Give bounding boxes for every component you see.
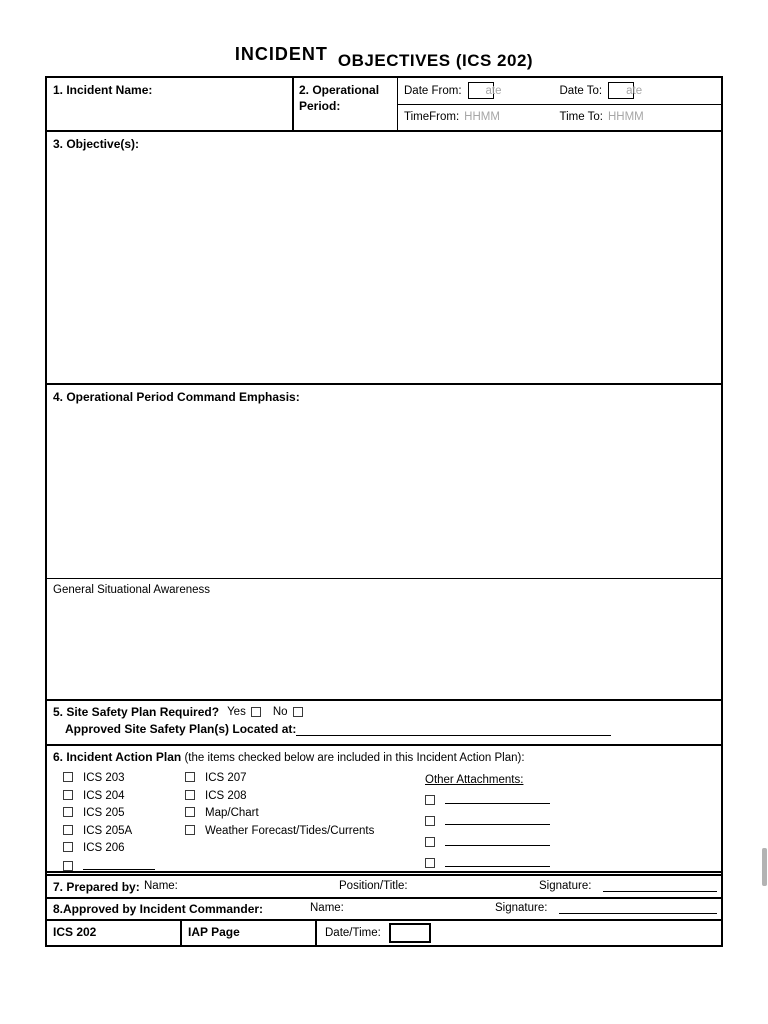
form-id-label: ICS 202 [53,925,97,939]
other-attachment-row [425,854,550,875]
checkbox-blank[interactable] [63,861,73,871]
iap-page-label: IAP Page [188,925,240,939]
iap-item-label: ICS 204 [83,789,125,802]
time-from-placeholder: HHMM [464,111,500,124]
situational-awareness-label: General Situational Awareness [53,584,211,596]
iap-page-cell [182,921,317,945]
located-at-label: Approved Site Safety Plan(s) Located at: [65,722,297,736]
approved-by-label: 8.Approved by Incident Commander: [53,902,264,916]
time-to-label: Time To: [559,111,603,124]
iap-item-label: Map/Chart [205,807,259,819]
checkbox-ics-207[interactable] [185,772,195,782]
no-label: No [272,706,288,718]
approved-by-name-label: Name: [310,902,344,914]
iap-item-map-chart [185,805,401,823]
date-to-label: Date To: [559,84,603,97]
iap-item-ics-206 [63,840,185,858]
datetime-input[interactable] [389,923,431,943]
command-emphasis-label: 4. Operational Period Command Emphasis: [53,390,300,404]
checkbox-weather[interactable] [185,825,195,835]
iap-item-label: ICS 206 [83,842,125,854]
approved-by-signature-label: Signature: [495,902,548,914]
iap-column-2 [185,770,401,876]
located-at-input-line[interactable] [296,724,611,736]
datetime-cell [317,921,721,945]
time-subrow [398,105,721,131]
site-safety-location-line [53,722,715,736]
no-checkbox[interactable] [293,707,303,717]
iap-item-label: ICS 208 [205,789,247,802]
position-title-label: Position/Title: [339,880,408,892]
site-safety-question-line [53,705,715,719]
form-id-cell [47,921,182,945]
time-to-placeholder: HHMM [607,111,644,124]
iap-item-label: ICS 205 [83,807,125,819]
yes-checkbox[interactable] [251,707,261,717]
iap-item-ics-208 [185,788,401,806]
time-from-label: TimeFrom: [404,111,460,124]
prepared-by-section [47,876,721,899]
time-to-group[interactable] [560,111,716,123]
checkbox-ics-206[interactable] [63,842,73,852]
date-to-group [560,82,716,99]
other-attachment-row [425,791,550,812]
site-safety-question-label: 5. Site Safety Plan Required? [53,705,220,719]
incident-name-label: 1. Incident Name: [53,83,153,97]
approved-by-signature-line[interactable] [559,913,717,914]
iap-item-label: ICS 205A [83,824,133,837]
command-emphasis-section [47,385,721,579]
other-attachment-input-line[interactable] [445,813,550,825]
iap-item-label: ICS 203 [83,772,125,784]
iap-header [47,746,721,768]
yes-label: Yes [227,706,246,718]
iap-item-ics-205 [63,805,185,823]
checkbox-other-1[interactable] [425,795,435,805]
date-from-group [404,82,560,99]
date-subrow [398,78,721,105]
checkbox-ics-208[interactable] [185,790,195,800]
checkbox-other-2[interactable] [425,816,435,826]
incident-action-plan-section [47,746,721,873]
page-title-part1: INCIDENT [234,44,328,64]
iap-item-ics-205a [63,823,185,841]
checkbox-map-chart[interactable] [185,807,195,817]
checkbox-other-3[interactable] [425,837,435,847]
checkbox-ics-205a[interactable] [63,825,73,835]
objectives-input-area[interactable] [47,154,721,383]
dates-cell [398,78,721,130]
iap-item-ics-203 [63,770,185,788]
checkbox-ics-205[interactable] [63,807,73,817]
other-attachment-input-line[interactable] [445,792,550,804]
prepared-by-signature-label: Signature: [539,880,592,892]
iap-item-label: ICS 207 [205,772,247,784]
site-safety-section [47,701,721,746]
iap-column-other-attachments [401,770,550,876]
objectives-label: 3. Objective(s): [53,137,140,151]
iap-item-weather [185,823,401,841]
iap-item-label: Weather Forecast/Tides/Currents [205,824,375,837]
iap-columns [47,768,721,876]
other-attachment-input-line[interactable] [445,855,550,867]
other-attachment-row [425,833,550,854]
incident-name-cell[interactable] [47,78,294,130]
footer-row [47,921,721,945]
checkbox-ics-203[interactable] [63,772,73,782]
situational-awareness-section [47,579,721,701]
datetime-label: Date/Time: [325,927,381,939]
other-attachment-input-line[interactable] [445,834,550,846]
iap-item-blank [63,858,185,877]
situational-awareness-input-area[interactable] [47,601,721,699]
iap-item-ics-204 [63,788,185,806]
approved-by-section [47,899,721,921]
page-title-part2: OBJECTIVES (ICS 202) [337,51,534,70]
prepared-by-name-label: Name: [144,880,178,892]
command-emphasis-input-area[interactable] [47,407,721,578]
prepared-by-label: 7. Prepared by: [53,880,140,894]
iap-title-bold: 6. Incident Action Plan [53,750,182,764]
iap-title-rest: (the items checked below are included in this Incident Action Plan): [181,752,525,764]
checkbox-ics-204[interactable] [63,790,73,800]
operational-period-cell [294,78,398,130]
time-from-group[interactable] [404,111,560,123]
date-from-label: Date From: [404,84,462,97]
prepared-by-signature-line[interactable] [603,891,717,892]
iap-item-ics-207 [185,770,401,788]
header-row [47,78,721,132]
date-from-placeholder: ate [485,84,502,97]
checkbox-other-4[interactable] [425,858,435,868]
objectives-section [47,132,721,385]
scrollbar-thumb[interactable] [762,848,767,886]
other-attachment-row [425,812,550,833]
ics-202-form [45,76,723,947]
iap-column-1 [63,770,185,876]
operational-period-label: 2. Operational Period: [299,83,380,113]
other-attachments-label: Other Attachments: [425,774,524,786]
blank-item-input-line[interactable] [83,858,155,870]
page-title [0,44,768,71]
date-to-placeholder: ate [626,84,643,97]
